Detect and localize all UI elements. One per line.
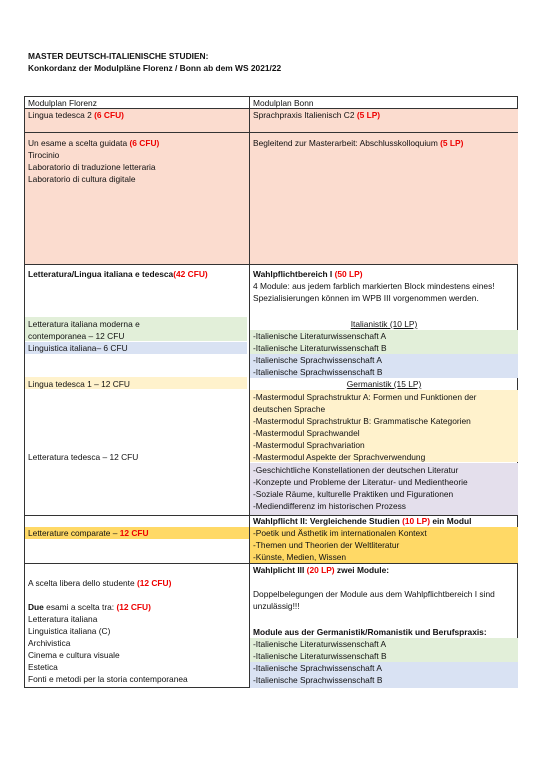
scelta-item: Fonti e metodi per la storia contemporanea bbox=[28, 674, 188, 684]
row2-right: Begleitend zur Masterarbeit: Abschlusskolloquium (5 LP) bbox=[253, 138, 464, 148]
ital-lit-label: Letteratura italiana moderna e bbox=[28, 319, 140, 329]
germ-module: -Soziale Räume, kulturelle Praktiken und Figurationen bbox=[253, 489, 454, 499]
scelta-item: Linguistica italiana (C) bbox=[28, 626, 111, 636]
scelta-item: Archivistica bbox=[28, 638, 71, 648]
ital-lit-label: contemporanea – 12 CFU bbox=[28, 331, 125, 341]
germ-module: -Konzepte und Probleme der Literatur- und Medientheorie bbox=[253, 477, 468, 487]
scelta-libera: A scelta libera dello studente (12 CFU) bbox=[28, 578, 172, 588]
row3-right-title: Wahlpflichtbereich I (50 LP) bbox=[253, 269, 363, 279]
ital-ling-label: Linguistica italiana– 6 CFU bbox=[28, 343, 128, 353]
wp3-module: -Italienische Literaturwissenschaft A bbox=[253, 639, 387, 649]
row1-left: Lingua tedesca 2 (6 CFU) bbox=[28, 110, 124, 120]
row2-left-item: Tirocinio bbox=[28, 150, 60, 160]
wp2-module: -Themen und Theorien der Weltliteratur bbox=[253, 540, 400, 550]
row2-left-item: Laboratorio di traduzione letteraria bbox=[28, 162, 156, 172]
wp2-module: -Poetik und Ästhetik im internationalen Kontext bbox=[253, 528, 427, 538]
wp3-module: -Italienische Sprachwissenschaft A bbox=[253, 663, 382, 673]
col-header-florenz: Modulplan Florenz bbox=[28, 98, 97, 108]
document-title-line1: MASTER DEUTSCH-ITALIENISCHE STUDIEN: bbox=[28, 51, 209, 61]
row3-left-title: Letteratura/Lingua italiana e tedesca(42 CFU) bbox=[28, 269, 208, 279]
scelta-item: Estetica bbox=[28, 662, 58, 672]
tedesca-label: Lingua tedesca 1 – 12 CFU bbox=[28, 379, 130, 389]
ital-module: -Italienische Sprachwissenschaft B bbox=[253, 367, 383, 377]
row-divider bbox=[25, 132, 517, 133]
wp3-note: Doppelbelegungen der Module aus dem Wahlpflichtbereich I sind bbox=[253, 589, 495, 599]
col-header-bonn: Modulplan Bonn bbox=[253, 98, 314, 108]
germ-module: -Mediendifferenz im historischen Prozess bbox=[253, 501, 406, 511]
document-title-line2: Konkordanz der Modulpläne Florenz / Bonn ab dem WS 2021/22 bbox=[28, 63, 282, 73]
wp3-note: unzulässig!!! bbox=[253, 601, 300, 611]
scelta-item: Letteratura italiana bbox=[28, 614, 98, 624]
ital-module: -Italienische Literaturwissenschaft B bbox=[253, 343, 387, 353]
italianistik-heading: Italianistik (10 LP) bbox=[350, 319, 418, 329]
due-esami: Due esami a scelta tra: (12 CFU) bbox=[28, 602, 151, 612]
row-divider bbox=[25, 264, 517, 265]
germanistik-heading: Germanistik (15 LP) bbox=[346, 379, 422, 389]
scelta-item: Cinema e cultura visuale bbox=[28, 650, 120, 660]
concordance-table bbox=[24, 96, 518, 688]
ital-module: -Italienische Literaturwissenschaft A bbox=[253, 331, 387, 341]
wp2-module: -Künste, Medien, Wissen bbox=[253, 552, 347, 562]
row3-note: 4 Module: aus jedem farblich markierten Block mindestens eines! bbox=[253, 281, 495, 291]
row3-note: Spezialisierungen können im WPB III vorgenommen werden. bbox=[253, 293, 479, 303]
germ-module: -Mastermodul Sprachvariation bbox=[253, 440, 365, 450]
germ-module: -Mastermodul Sprachwandel bbox=[253, 428, 360, 438]
germ-module: -Mastermodul Aspekte der Sprachverwendung bbox=[253, 452, 426, 462]
comparate-label: Letterature comparate – 12 CFU bbox=[28, 528, 149, 538]
wp3-module: -Italienische Sprachwissenschaft B bbox=[253, 675, 383, 685]
germ-module: deutschen Sprache bbox=[253, 404, 326, 414]
wp2-title: Wahlpflicht II: Vergleichende Studien (10 LP) ein Modul bbox=[253, 516, 472, 526]
row2-left-item: Laboratorio di cultura digitale bbox=[28, 174, 136, 184]
lett-tedesca-label: Letteratura tedesca – 12 CFU bbox=[28, 452, 139, 462]
germ-module: -Geschichtliche Konstellationen der deutschen Literatur bbox=[253, 465, 459, 475]
row1-right: Sprachpraxis Italienisch C2 (5 LP) bbox=[253, 110, 381, 120]
wp3-module: -Italienische Literaturwissenschaft B bbox=[253, 651, 387, 661]
germ-module: -Mastermodul Sprachstruktur A: Formen und Funktionen der bbox=[253, 392, 477, 402]
row2-right-fill bbox=[250, 133, 518, 264]
wp3-title: Wahlplicht III (20 LP) zwei Module: bbox=[253, 565, 390, 575]
ital-module: -Italienische Sprachwissenschaft A bbox=[253, 355, 382, 365]
germ-module: -Mastermodul Sprachstruktur B: Grammatische Kategorien bbox=[253, 416, 471, 426]
row2-left-title: Un esame a scelta guidata (6 CFU) bbox=[28, 138, 160, 148]
column-divider bbox=[249, 97, 250, 687]
wp3-subheading: Module aus der Germanistik/Romanistik und Berufspraxis: bbox=[253, 627, 487, 637]
